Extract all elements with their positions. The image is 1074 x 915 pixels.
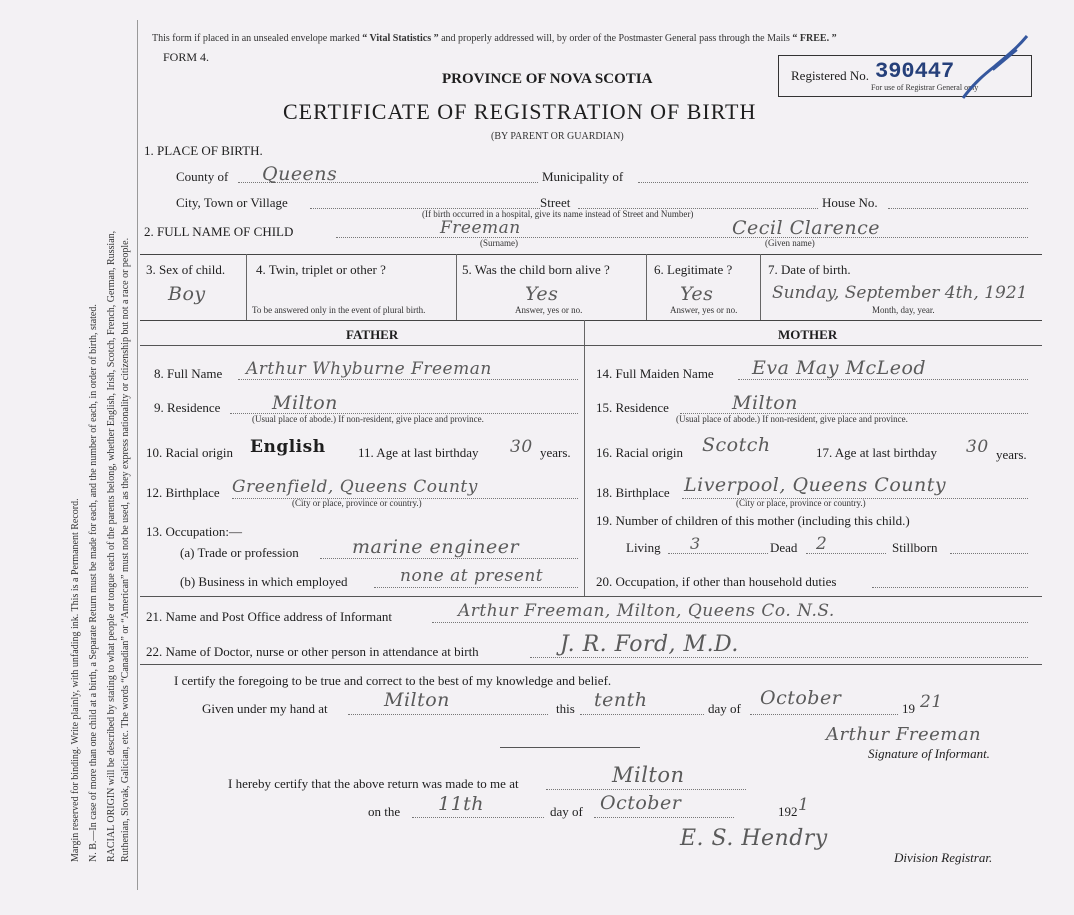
alive-note: Answer, yes or no. [515, 305, 583, 315]
registrar-signature: E. S. Hendry [680, 826, 828, 851]
father-years: years. [540, 445, 571, 460]
mail-notice: This form if placed in an unsealed envelope marked “ Vital Statistics ” and properly addressed will, by order of the Postmaster General pass through the Mails “ FREE. ” [152, 33, 837, 44]
year-prefix: 19 [902, 701, 915, 716]
father-trade: marine engineer [352, 536, 520, 558]
binding-margin [0, 0, 140, 915]
municipality-label: Municipality of [542, 169, 624, 184]
child-name-label: 2. FULL NAME OF CHILD [144, 224, 294, 239]
registrar-signature-label: Division Registrar. [894, 850, 993, 865]
province-title: PROVINCE OF NOVA SCOTIA [442, 71, 653, 87]
on-the-label: on the [368, 804, 401, 819]
this-label: this [556, 701, 575, 716]
legitimate-note: Answer, yes or no. [670, 305, 738, 315]
day-of-label: day of [708, 701, 741, 716]
mother-residence: Milton [732, 392, 798, 414]
margin-note-3: RACIAL ORIGIN will be described by stating to what people or tongue each of the parents belong, whether English, Irish, Scotch, French, German, Russian, [106, 230, 117, 862]
registrar-month-line [594, 817, 734, 818]
mother-name-line [738, 379, 1028, 380]
mother-residence-note: (Usual place of abode.) If non-resident, give place and province. [676, 414, 908, 424]
registrar-day-of-label: day of [550, 804, 583, 819]
father-heading: FATHER [346, 327, 399, 342]
child-given-name: Cecil Clarence [732, 217, 881, 239]
father-business: none at present [400, 566, 544, 586]
father-birthplace: Greenfield, Queens County [232, 477, 478, 497]
parents-heading-rule [140, 345, 1042, 346]
certify-day: tenth [594, 689, 648, 711]
father-birthplace-note: (City or place, province or country.) [292, 498, 422, 508]
father-age-label: 11. Age at last birthday [358, 445, 479, 460]
house-line [888, 208, 1028, 209]
mother-occupation-label: 20. Occupation, if other than household duties [596, 574, 837, 589]
col-rule-1 [246, 254, 247, 320]
given-name-note: (Given name) [765, 238, 815, 248]
child-surname: Freeman [440, 218, 521, 238]
col-rule-4 [760, 254, 761, 320]
father-race: English [250, 437, 326, 457]
mother-name: Eva May McLeod [752, 357, 927, 379]
mother-residence-label: 15. Residence [596, 400, 669, 415]
informant-line [432, 622, 1028, 623]
separator-rule [500, 747, 640, 748]
margin-note-1: Margin reserved for binding. Write plainly, with unfading ink. This is a Permanent Record. [70, 498, 81, 862]
mother-age-label: 17. Age at last birthday [816, 445, 937, 460]
margin-note-2: N. B.—In case of more than one child at a birth, a Separate Return must be made for each, and the number of each, in order of birth, stated. [88, 304, 99, 862]
father-name-label: 8. Full Name [154, 366, 223, 381]
informant-value: Arthur Freeman, Milton, Queens Co. N.S. [458, 601, 835, 621]
father-birthplace-label: 12. Birthplace [146, 485, 220, 500]
month-line [750, 714, 898, 715]
house-number-label: House No. [822, 195, 878, 210]
city-label: City, Town or Village [176, 195, 288, 210]
living-value: 3 [690, 534, 701, 553]
given-place-line [348, 714, 548, 715]
mother-years: years. [996, 447, 1027, 462]
sex-label: 3. Sex of child. [146, 262, 226, 277]
mother-race: Scotch [702, 434, 771, 456]
informant-label: 21. Name and Post Office address of Informant [146, 609, 392, 624]
certificate-title: CERTIFICATE OF REGISTRATION OF BIRTH [283, 99, 757, 124]
living-line [668, 553, 768, 554]
registered-note: For use of Registrar General only [871, 83, 979, 92]
registrar-year-suffix: 1 [798, 795, 810, 815]
surname-note: (Surname) [480, 238, 518, 248]
mother-name-label: 14. Full Maiden Name [596, 366, 714, 381]
legitimate-label: 6. Legitimate ? [654, 262, 733, 277]
twin-note: To be answered only in the event of plural birth. [252, 305, 426, 315]
registrar-statement: I hereby certify that the above return was made to me at [228, 776, 519, 791]
twin-label: 4. Twin, triplet or other ? [256, 262, 386, 277]
mother-birthplace-note: (City or place, province or country.) [736, 498, 866, 508]
father-age: 30 [510, 437, 533, 457]
stillborn-line [950, 553, 1028, 554]
registered-label: Registered No. [791, 68, 869, 83]
mother-birthplace: Liverpool, Queens County [684, 474, 947, 496]
doctor-label: 22. Name of Doctor, nurse or other person in attendance at birth [146, 644, 479, 659]
certify-place: Milton [384, 689, 450, 711]
row-rule-top [140, 254, 1042, 255]
sex-value: Boy [168, 283, 206, 305]
margin-note-4: Ruthenian, Slovak, Galician, etc. The words “Canadian” or “American” must not be used, as they express nationality or citizenship but not a race or people. [120, 237, 131, 862]
date-label: 7. Date of birth. [768, 262, 851, 277]
given-under-hand-label: Given under my hand at [202, 701, 328, 716]
registrar-day: 11th [438, 793, 485, 815]
col-rule-2 [456, 254, 457, 320]
registrar-place: Milton [612, 763, 685, 787]
informant-signature-label: Signature of Informant. [868, 746, 990, 761]
certificate-subtitle: (BY PARENT OR GUARDIAN) [491, 131, 624, 142]
parents-divider [584, 320, 585, 596]
certify-month: October [760, 687, 842, 709]
county-value: Queens [262, 163, 338, 185]
business-label: (b) Business in which employed [180, 574, 348, 589]
place-of-birth-heading: 1. PLACE OF BIRTH. [144, 143, 263, 158]
registrar-month: October [600, 792, 682, 814]
registrar-year-prefix: 192 [778, 804, 798, 819]
father-residence-label: 9. Residence [154, 400, 221, 415]
trade-label: (a) Trade or profession [180, 545, 299, 560]
county-label: County of [176, 169, 229, 184]
alive-label: 5. Was the child born alive ? [462, 262, 610, 277]
blue-check-mark [955, 30, 1035, 110]
doctor-value: J. R. Ford, M.D. [560, 632, 739, 657]
father-occupation-label: 13. Occupation:— [146, 524, 243, 539]
date-value: Sunday, September 4th, 1921 [772, 283, 1028, 303]
mother-birthplace-label: 18. Birthplace [596, 485, 670, 500]
alive-value: Yes [525, 283, 559, 305]
children-label: 19. Number of children of this mother (including this child.) [596, 513, 910, 528]
year-suffix: 21 [920, 692, 943, 712]
living-label: Living [626, 540, 661, 555]
col-rule-3 [646, 254, 647, 320]
trade-line [320, 558, 578, 559]
mother-heading: MOTHER [778, 327, 838, 342]
stillborn-label: Stillborn [892, 540, 938, 555]
father-race-label: 10. Racial origin [146, 445, 234, 460]
registered-number: 390447 [875, 59, 955, 84]
parents-bottom-rule [140, 596, 1042, 597]
father-residence-note: (Usual place of abode.) If non-resident, give place and province. [252, 414, 484, 424]
date-note: Month, day, year. [872, 305, 935, 315]
hospital-note: (If birth occurred in a hospital, give its name instead of Street and Number) [422, 209, 694, 219]
mother-race-label: 16. Racial origin [596, 445, 684, 460]
informant-signature: Arthur Freeman [826, 724, 982, 745]
dead-value: 2 [816, 534, 828, 554]
mother-occupation-line [872, 587, 1028, 588]
mother-age: 30 [966, 437, 989, 457]
row-rule-bottom [140, 320, 1042, 321]
registrar-day-line [412, 817, 544, 818]
father-name: Arthur Whyburne Freeman [246, 359, 492, 379]
registrar-place-line [546, 789, 746, 790]
street-label: Street [540, 195, 571, 210]
municipality-line [638, 182, 1028, 183]
this-day-line [580, 714, 704, 715]
certification-rule [140, 664, 1042, 665]
dead-label: Dead [770, 540, 798, 555]
form-number: FORM 4. [163, 50, 210, 64]
business-line [374, 587, 578, 588]
certify-statement: I certify the foregoing to be true and correct to the best of my knowledge and belief. [174, 673, 612, 688]
father-residence: Milton [272, 392, 338, 414]
legitimate-value: Yes [680, 283, 714, 305]
margin-rule [137, 20, 138, 890]
